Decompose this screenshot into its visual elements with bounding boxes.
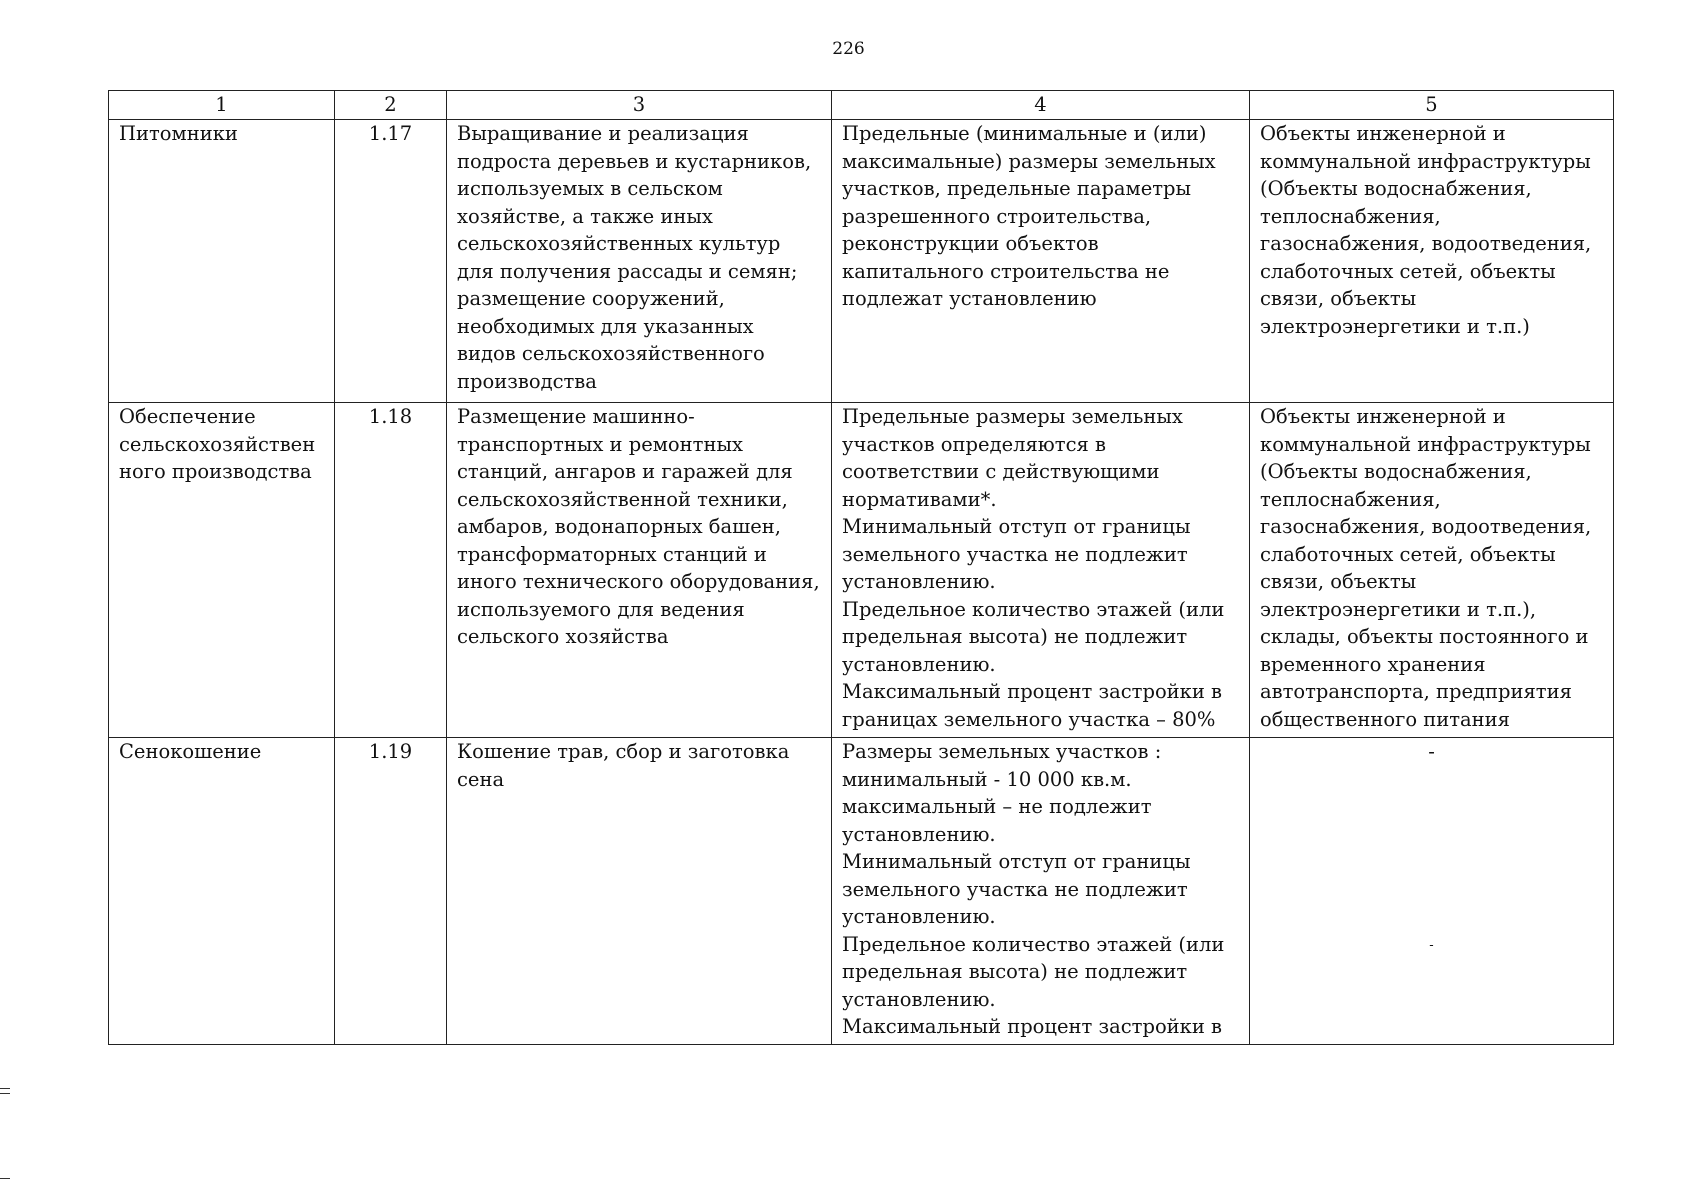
margin-scan-mark — [0, 1093, 10, 1094]
text-line: максимальные) размеры земельных — [842, 149, 1216, 173]
text-line: сельскохозяйственной техники, — [457, 487, 788, 511]
text-line: земельного участка не подлежит — [842, 542, 1188, 566]
text-line: (Объекты водоснабжения, — [1260, 460, 1532, 483]
text-line: Размеры земельных участков : — [842, 740, 1162, 763]
text-line: необходимых для указанных — [457, 314, 754, 338]
table-row-haymaking — [109, 738, 1614, 1045]
text-line: общественного питания — [1260, 707, 1510, 731]
text-line: участков определяются в — [842, 432, 1106, 456]
text-line: ного производства — [119, 460, 312, 483]
header-col-3: 3 — [447, 91, 832, 120]
cell-use-description — [447, 120, 832, 403]
text-line: нормативами*. — [842, 487, 997, 511]
header-col-4: 4 — [832, 91, 1250, 120]
text-line: иного технического оборудования, — [457, 570, 820, 593]
text-line: теплоснабжения, — [1260, 204, 1441, 228]
text-line: установлению. — [842, 570, 996, 593]
text-line: связи, объекты — [1260, 287, 1417, 310]
text-line: Максимальный процент застройки в — [842, 1015, 1223, 1038]
cell-use-description — [447, 738, 832, 1045]
text-line: Размещение машинно- — [457, 405, 695, 428]
text-line: видов сельскохозяйственного — [457, 342, 765, 365]
text-line: Объекты инженерной и — [1260, 122, 1506, 145]
text-line: Кошение трав, сбор и заготовка — [457, 740, 790, 763]
text-line: Сенокошение — [119, 740, 262, 763]
text-line: станций, ангаров и гаражей для — [457, 460, 793, 483]
text-line: сельского хозяйства — [457, 625, 669, 648]
text-line: используемого для ведения — [457, 597, 745, 621]
text-line: коммунальной инфраструктуры — [1260, 149, 1591, 173]
cell-limit-parameters — [832, 403, 1250, 738]
text-line: связи, объекты — [1260, 570, 1417, 593]
text-line: Обеспечение — [119, 405, 256, 428]
text-line: установлению. — [842, 822, 996, 846]
cell-auxiliary-uses — [1250, 120, 1614, 403]
text-line: подлежат установлению — [842, 287, 1097, 310]
table-row-agricultural-support — [109, 403, 1614, 738]
text-line: разрешенного строительства, — [842, 204, 1152, 228]
text-line: предельная высота) не подлежит — [842, 625, 1188, 648]
text-line: сельскохозяйствен — [119, 432, 316, 456]
cell-limit-parameters — [832, 738, 1250, 1045]
text-line: установлению. — [842, 987, 996, 1011]
table-header-row — [109, 91, 1614, 120]
text-line: подроста деревьев и кустарников, — [457, 149, 812, 173]
text-line: максимальный – не подлежит — [842, 795, 1152, 818]
text-line: реконструкции объектов — [842, 232, 1099, 255]
text-line: электроэнергетики и т.п.) — [1260, 314, 1530, 338]
text-line: границах земельного участка – 80% — [842, 707, 1216, 731]
cell-use-name — [109, 403, 335, 738]
text-line: временного хранения — [1260, 652, 1486, 676]
cell-auxiliary-uses — [1250, 738, 1614, 1045]
text-line: Максимальный процент застройки в — [842, 680, 1223, 703]
text-line: сельскохозяйственных культур — [457, 232, 781, 255]
text-line: соответствии с действующими — [842, 460, 1160, 483]
text-line: сена — [457, 767, 505, 791]
text-line: Питомники — [119, 122, 238, 145]
land-use-table — [108, 90, 1614, 1045]
cell-use-code: 1.19 — [335, 738, 447, 1045]
text-line: используемых в сельском — [457, 177, 723, 200]
text-line: слаботочных сетей, объекты — [1260, 542, 1556, 566]
text-line: Предельное количество этажей (или — [842, 932, 1225, 956]
text-line: капитального строительства не — [842, 259, 1170, 283]
text-line: газоснабжения, водоотведения, — [1260, 232, 1592, 255]
text-line: размещение сооружений, — [457, 287, 725, 310]
cell-use-code: 1.17 — [335, 120, 447, 403]
text-line: теплоснабжения, — [1260, 487, 1441, 511]
header-col-5: 5 — [1250, 91, 1614, 120]
text-line: газоснабжения, водоотведения, — [1260, 515, 1592, 538]
cell-use-code: 1.18 — [335, 403, 447, 738]
text-line: Предельные (минимальные и (или) — [842, 122, 1207, 145]
text-line: участков, предельные параметры — [842, 177, 1192, 200]
text-line: Предельное количество этажей (или — [842, 597, 1225, 621]
header-col-1: 1 — [109, 91, 335, 120]
text-line: Минимальный отступ от границы — [842, 515, 1191, 538]
text-line: установлению. — [842, 905, 996, 928]
text-line: склады, объекты постоянного и — [1260, 625, 1589, 648]
text-line: трансформаторных станций и — [457, 542, 767, 566]
text-line: автотранспорта, предприятия — [1260, 680, 1572, 703]
cell-use-description — [447, 403, 832, 738]
text-line: для получения рассады и семян; — [457, 259, 798, 283]
text-line: Предельные размеры земельных — [842, 405, 1183, 428]
page-number: 226 — [832, 39, 865, 59]
text-line: амбаров, водонапорных башен, — [457, 515, 782, 538]
dash-mark: - — [1428, 740, 1435, 763]
text-line: транспортных и ремонтных — [457, 432, 743, 456]
text-line: слаботочных сетей, объекты — [1260, 259, 1556, 283]
dash-mark: - — [1429, 937, 1434, 953]
text-line: минимальный - 10 000 кв.м. — [842, 767, 1132, 791]
text-line: Выращивание и реализация — [457, 122, 749, 145]
text-line: коммунальной инфраструктуры — [1260, 432, 1591, 456]
text-line: земельного участка не подлежит — [842, 877, 1188, 901]
cell-limit-parameters — [832, 120, 1250, 403]
text-line: производства — [457, 369, 597, 393]
text-line: хозяйстве, а также иных — [457, 204, 713, 228]
margin-scan-mark — [0, 1178, 10, 1179]
cell-use-name — [109, 120, 335, 403]
text-line: (Объекты водоснабжения, — [1260, 177, 1532, 200]
cell-use-name — [109, 738, 335, 1045]
text-line: установлению. — [842, 652, 996, 676]
text-line: предельная высота) не подлежит — [842, 960, 1188, 983]
cell-auxiliary-uses — [1250, 403, 1614, 738]
margin-scan-mark — [0, 1088, 10, 1089]
text-line: Минимальный отступ от границы — [842, 850, 1191, 873]
header-col-2: 2 — [335, 91, 447, 120]
text-line: электроэнергетики и т.п.), — [1260, 597, 1537, 621]
text-line: Объекты инженерной и — [1260, 405, 1506, 428]
table-row-nurseries — [109, 120, 1614, 403]
